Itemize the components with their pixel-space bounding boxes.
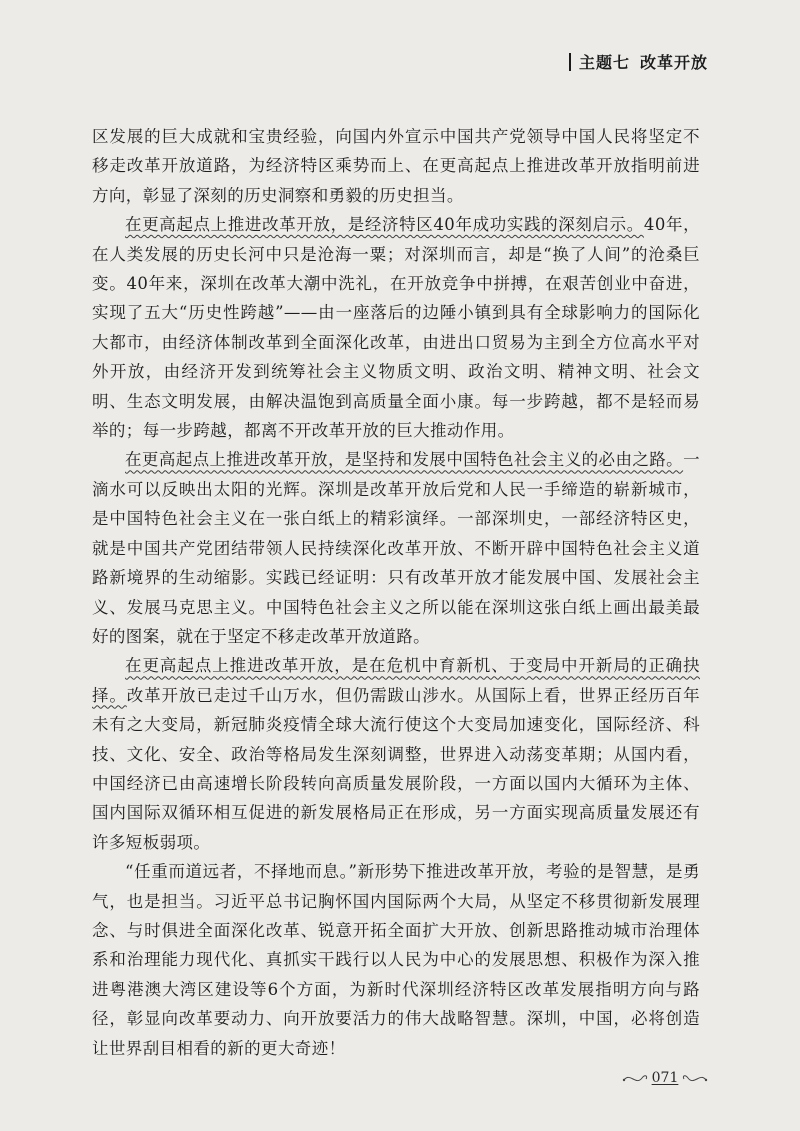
header-topic-title: 改革开放	[639, 53, 708, 72]
paragraph-4	[92, 651, 700, 857]
page-number: 071	[651, 1070, 679, 1086]
paragraph-2	[92, 210, 700, 445]
paragraph-3-text: 一滴水可以反映出太阳的光辉。深圳是改革开放后党和人民一手缔造的崭新城市，是中国特色社会主义在一张白纸上的精彩演绎。一部深圳史，一部经济特区史，就是中国共产党团结带领人民持续深化改革开放、不断开辟中国特色社会主义道路新境界的生动缩影。实践已经证明：只有改革开放才能发展中国、发展社会主义、发展马克思主义。中国特色社会主义之所以能在深圳这张白纸上画出最美最好的图案，就在于坚定不移走改革开放道路。	[92, 450, 700, 646]
page-number-badge	[620, 1066, 710, 1090]
paragraph-4-text: 改革开放已走过千山万水，但仍需跋山涉水。从国际上看，世界正经历百年未有之大变局，新冠肺炎疫情全球大流行使这个大变局加速变化，国际经济、科技、文化、安全、政治等格局发生深刻调整，世界进入动荡变革期；从国内看，中国经济已由高速增长阶段转向高质量发展阶段，一方面以国内大循环为主体、国内国际双循环相互促进的新发展格局正在形成，另一方面实现高质量发展还有许多短板弱项。	[92, 685, 700, 852]
body-text	[92, 122, 700, 1063]
paragraph-1	[92, 122, 700, 210]
header-topic-label: 主题七	[578, 53, 630, 72]
header-divider-bar	[569, 53, 571, 71]
paragraph-3-lead: 在更高起点上推进改革开放，是坚持和发展中国特色社会主义的必由之路。	[125, 450, 684, 470]
paragraph-2-lead: 在更高起点上推进改革开放，是经济特区40年成功实践的深刻启示。	[125, 215, 644, 235]
paragraph-3	[92, 445, 700, 651]
paragraph-5-text: “任重而道远者，不择地而息。”新形势下推进改革开放，考验的是智慧，是勇气，也是担当。习近平总书记胸怀国内国际两个大局，从坚定不移贯彻新发展理念、与时俱进全面深化改革、锐意开拓全面扩大开放、创新思路推动城市治理体系和治理能力现代化、真抓实干践行以人民为中心的发展思想、积极作为深入推进粤港澳大湾区建设等6个方面，为新时代深圳经济特区改革发展指明方向与路径，彰显向改革要动力、向开放要活力的伟大战略智慧。深圳，中国，必将创造让世界刮目相看的新的更大奇迹！	[92, 862, 700, 1058]
running-header	[569, 50, 708, 73]
paragraph-5	[92, 857, 700, 1063]
paragraph-4-lead: 在更高起点上推进改革开放，是在危机中育新机、于变局中开新局的正确抉择。	[92, 656, 700, 705]
paragraph-2-text: 40年，在人类发展的历史长河中只是沧海一粟；对深圳而言，却是“换了人间”的沧桑巨变。40年来，深圳在改革大潮中洗礼，在开放竞争中拼搏，在艰苦创业中奋进，实现了五大“历史性跨越”——由一座落后的边陲小镇到具有全球影响力的国际化大都市，由经济体制改革到全面深化改革，由进出口贸易为主到全方位高水平对外开放，由经济开发到统筹社会主义物质文明、政治文明、精神文明、社会文明、生态文明发展，由解决温饱到高质量全面小康。每一步跨越，都不是轻而易举的；每一步跨越，都离不开改革开放的巨大推动作用。	[92, 215, 700, 441]
paragraph-1-text: 区发展的巨大成就和宝贵经验，向国内外宣示中国共产党领导中国人民将坚定不移走改革开放道路，为经济特区乘势而上、在更高起点上推进改革开放指明前进方向，彰显了深刻的历史洞察和勇毅的历史担当。	[92, 127, 700, 205]
